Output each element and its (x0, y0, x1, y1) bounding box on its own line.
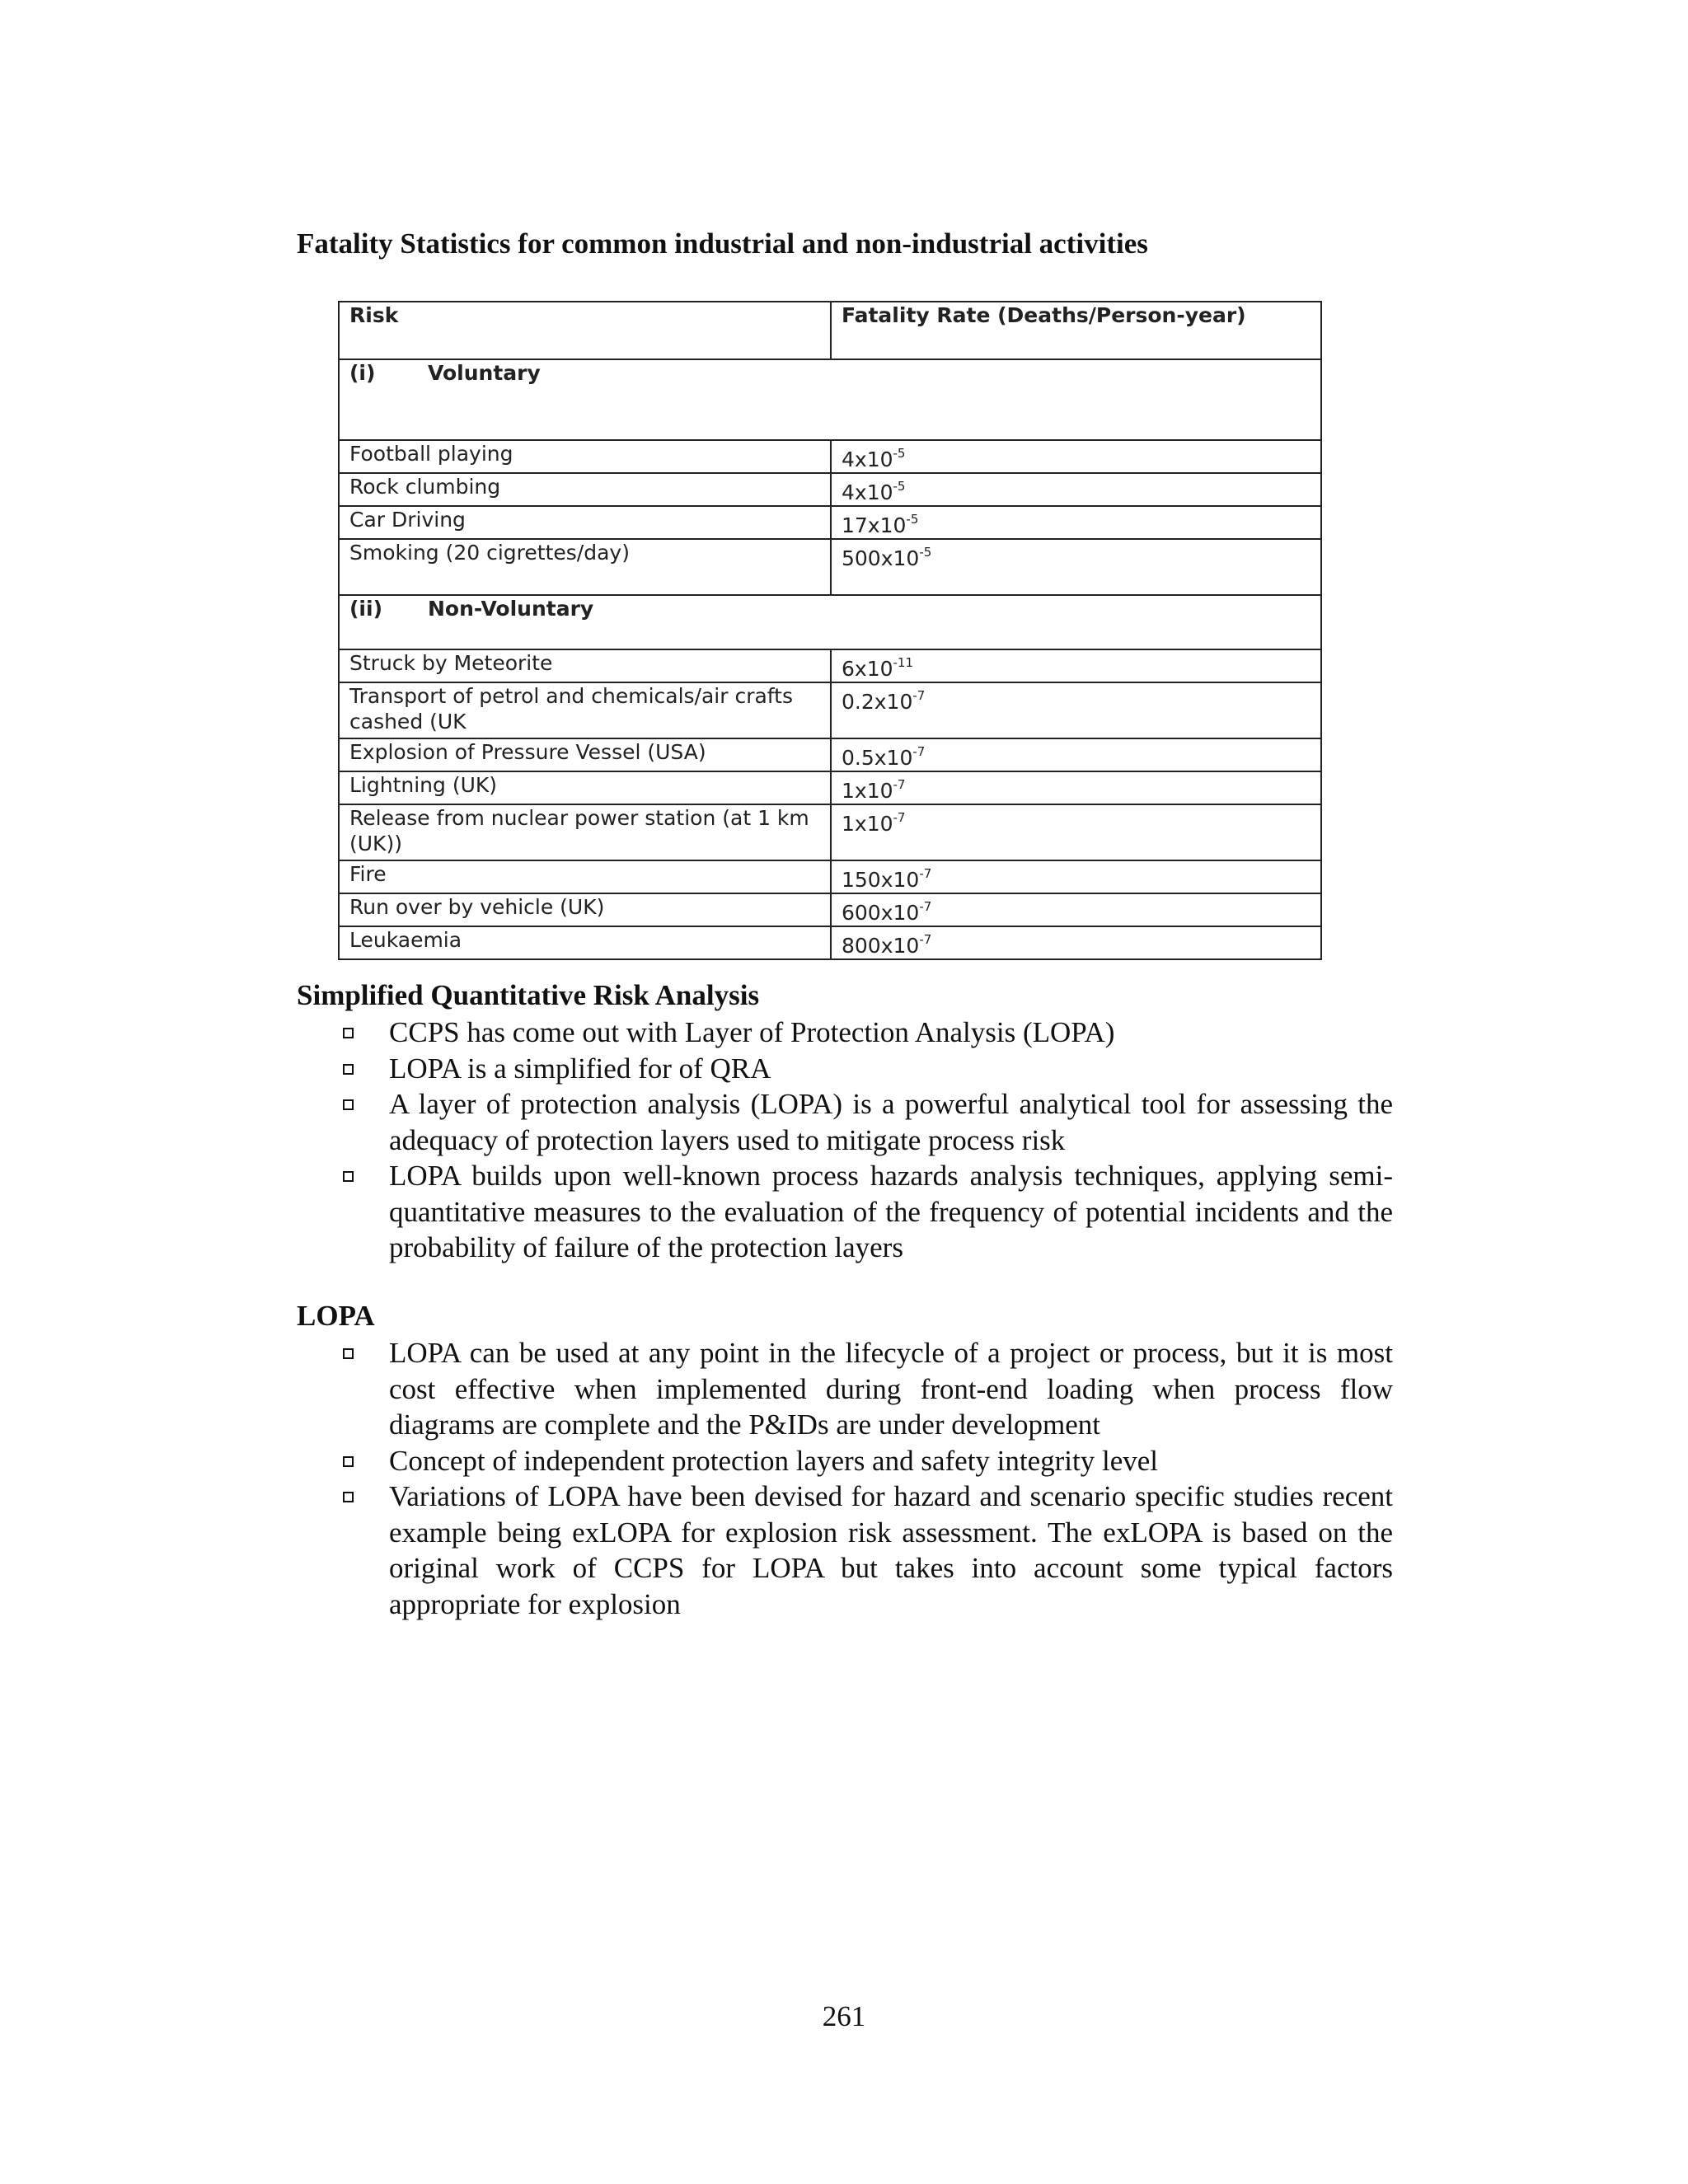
page-title: Fatality Statistics for common industrial and non-industrial activities (297, 227, 1148, 260)
header-risk: Risk (339, 302, 831, 359)
rate-cell: $150x10^{-7}$ (831, 860, 1321, 893)
table-row (339, 860, 1321, 893)
list-item: LOPA is a simplified for of QRA (297, 1051, 1393, 1087)
table-row (339, 738, 1321, 771)
list-item: LOPA builds upon well-known process hazards analysis techniques, applying semi-quantitative measures to the evaluation of the frequency of potential incidents and the probability of failure of the protection layers (297, 1158, 1393, 1266)
rate-cell: $500x10^{-5}$ (831, 539, 1321, 595)
rate-cell: $800x10^{-7}$ (831, 926, 1321, 959)
section-label: Non-Voluntary (428, 597, 594, 621)
risk-cell: Lightning (UK) (339, 771, 831, 804)
qra-bullet-list (297, 1015, 1393, 1266)
section-non-voluntary (339, 595, 1321, 649)
table-row (339, 893, 1321, 926)
lopa-heading: LOPA (297, 1300, 375, 1332)
lopa-bullet-list (297, 1335, 1393, 1622)
checkbox-bullet-icon (343, 1348, 354, 1359)
checkbox-bullet-icon (343, 1171, 354, 1182)
risk-cell: Transport of petrol and chemicals/air crafts cashed (UK (339, 682, 831, 738)
rate-cell: $1x10^{-7}$ (831, 804, 1321, 860)
risk-cell: Explosion of Pressure Vessel (USA) (339, 738, 831, 771)
table-row (339, 539, 1321, 595)
table-row (339, 506, 1321, 539)
risk-cell: Release from nuclear power station (at 1 km (UK)) (339, 804, 831, 860)
risk-cell: Football playing (339, 440, 831, 473)
risk-cell: Rock clumbing (339, 473, 831, 506)
rate-cell: $600x10^{-7}$ (831, 893, 1321, 926)
section-number: (i) (349, 361, 376, 385)
list-item: Concept of independent protection layers and safety integrity level (297, 1443, 1393, 1479)
table-row (339, 649, 1321, 682)
header-fatality-rate: Fatality Rate (Deaths/Person-year) (831, 302, 1321, 359)
risk-cell: Car Driving (339, 506, 831, 539)
table-row (339, 473, 1321, 506)
checkbox-bullet-icon (343, 1028, 354, 1038)
table-header-row (339, 302, 1321, 359)
rate-cell: $4x10^{-5}$ (831, 440, 1321, 473)
rate-cell: $17x10^{-5}$ (831, 506, 1321, 539)
risk-cell: Leukaemia (339, 926, 831, 959)
table-row (339, 804, 1321, 860)
list-item: Variations of LOPA have been devised for hazard and scenario specific studies recent example being exLOPA for explosion risk assessment. The exLOPA is based on the original work of CCPS for LOPA but takes into account some typical factors appropriate for explosion (297, 1479, 1393, 1622)
checkbox-bullet-icon (343, 1099, 354, 1110)
rate-cell: $0.5x10^{-7}$ (831, 738, 1321, 771)
qra-heading: Simplified Quantitative Risk Analysis (297, 979, 760, 1011)
table-row (339, 926, 1321, 959)
risk-cell: Struck by Meteorite (339, 649, 831, 682)
checkbox-bullet-icon (343, 1492, 354, 1502)
table-row (339, 771, 1321, 804)
risk-cell: Fire (339, 860, 831, 893)
list-item: CCPS has come out with Layer of Protection Analysis (LOPA) (297, 1015, 1393, 1051)
rate-cell: $0.2x10^{-7}$ (831, 682, 1321, 738)
page-number: 261 (822, 2000, 866, 2032)
section-number: (ii) (349, 597, 382, 621)
fatality-table (338, 301, 1322, 960)
checkbox-bullet-icon (343, 1456, 354, 1467)
risk-cell: Run over by vehicle (UK) (339, 893, 831, 926)
table-row (339, 440, 1321, 473)
section-label: Voluntary (428, 361, 541, 385)
risk-cell: Smoking (20 cigrettes/day) (339, 539, 831, 595)
list-item: A layer of protection analysis (LOPA) is a powerful analytical tool for assessing the adequacy of protection layers used to mitigate process risk (297, 1086, 1393, 1158)
rate-cell: $6x10^{-11}$ (831, 649, 1321, 682)
table-row (339, 682, 1321, 738)
section-voluntary (339, 359, 1321, 440)
rate-cell: $4x10^{-5}$ (831, 473, 1321, 506)
list-item: LOPA can be used at any point in the lifecycle of a project or process, but it is most cost effective when implemented during front-end loading when process flow diagrams are complete and the P&IDs are under development (297, 1335, 1393, 1443)
rate-cell: $1x10^{-7}$ (831, 771, 1321, 804)
checkbox-bullet-icon (343, 1064, 354, 1075)
